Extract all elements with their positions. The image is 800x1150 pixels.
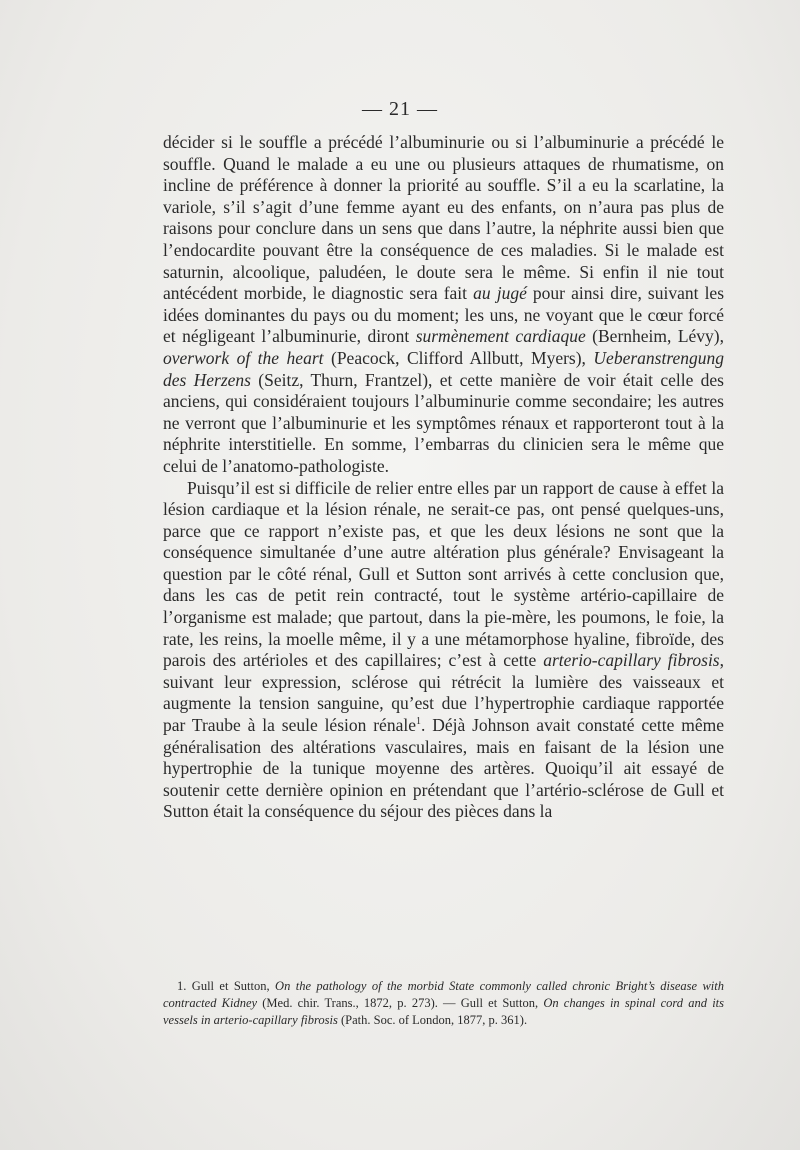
paragraph	[163, 478, 724, 824]
body-text	[163, 132, 724, 823]
text-run: Puisqu’il est si difficile de relier entre elles par un rapport de cause à effet la lésion cardiaque et la lésion rénale, ne serait-ce pas, ont pensé quelques-uns, parce que ce rapport n’existe pas, et que les deux lésions ne sont que la conséquence simultanée d’une autre altération plus générale? Envisageant la question par le côté rénal, Gull et Sutton sont arrivés à cette conclusion que, dans les cas de petit rein contracté, tout le système artério-capillaire de l’organisme est malade; que partout, dans la pie-mère, les poumons, le foie, la rate, les reins, la moelle même, il y a une métamorphose hyaline, fibroïde, des parois des artérioles et des capillaires; c’est à cette	[163, 477, 724, 671]
italic-text: overwork of the heart	[163, 347, 324, 368]
italic-text: arterio-capillary fibrosis	[543, 650, 720, 671]
text-run: (Med. chir. Trans., 1872, p. 273). — Gull et Sutton,	[257, 996, 544, 1010]
text-run: , suivant leur expression, sclérose qui rétrécit la lumière des vaisseaux et augmente la tension sanguine, qu’est due l’hypertrophie cardiaque rapportée par Traube à la seule lésion rénale	[163, 650, 724, 736]
text-run: (Bernheim, Lévy),	[585, 326, 724, 347]
footnote-marker: 1	[415, 716, 421, 728]
footnote	[163, 978, 724, 1029]
text-run: décider si le souffle a précédé l’albuminurie ou si l’albuminurie a précédé le souffle. Quand le malade a eu une ou plusieurs attaques de rhumatisme, on incline de préférence à donner la priorité au souffle. S’il a eu la scarlatine, la variole, s’il s’agit d’une femme ayant eu des enfants, on n’aura pas plus de raisons pour conclure dans un sens que dans l’autre, la néphrite aussi bien que l’endocardite pouvant être la conséquence de ces maladies. Si le malade est saturnin, alcoolique, paludéen, le doute sera le même. Si enfin il nie tout antécédent morbide, le diagnostic sera fait	[163, 132, 724, 304]
paragraph	[163, 132, 724, 478]
page-number: — 21 —	[362, 98, 438, 120]
text-run: (Path. Soc. of London, 1877, p. 361).	[337, 1013, 528, 1027]
text-run: (Peacock, Clifford Allbutt, Myers),	[323, 347, 594, 368]
text-run: (Seitz, Thurn, Frantzel), et cette manière de voir était celle des anciens, qui considéraient toujours l’albuminurie comme secondaire; les autres ne verront que l’albuminurie et les symptômes rénaux et rapporteront tout à la néphrite interstitielle. En somme, l’embarras du clinicien sera le même que celui de l’anatomo-pathologiste.	[163, 369, 724, 476]
text-run: . Déjà Johnson avait constaté cette même généralisation des altérations vasculaires, mais en faisant de la lésion une hypertrophie de la tunique moyenne des artères. Quoiqu’il ait essayé de soutenir cette dernière opinion en prétendant que l’artério-sclérose de Gull et Sutton était la conséquence du séjour des pièces dans la	[163, 715, 724, 822]
footnotes	[163, 978, 724, 1029]
italic-text: On changes in spinal cord and its vessels in arterio-capillary fibrosis	[163, 996, 724, 1027]
italic-text: On the pathology of the morbid State commonly called chronic Bright’s disease with contracted Kidney	[163, 979, 724, 1010]
italic-text: surmènement cardiaque	[415, 326, 586, 347]
italic-text: Ueberanstrengung des Herzens	[163, 347, 725, 390]
text-run: pour ainsi dire, suivant les idées dominantes du pays ou du moment; les uns, ne voyant que le cœur forcé et négligeant l’albuminurie, diront	[163, 283, 725, 347]
italic-text: au jugé	[473, 283, 527, 304]
text-run: 1. Gull et Sutton,	[177, 979, 276, 993]
